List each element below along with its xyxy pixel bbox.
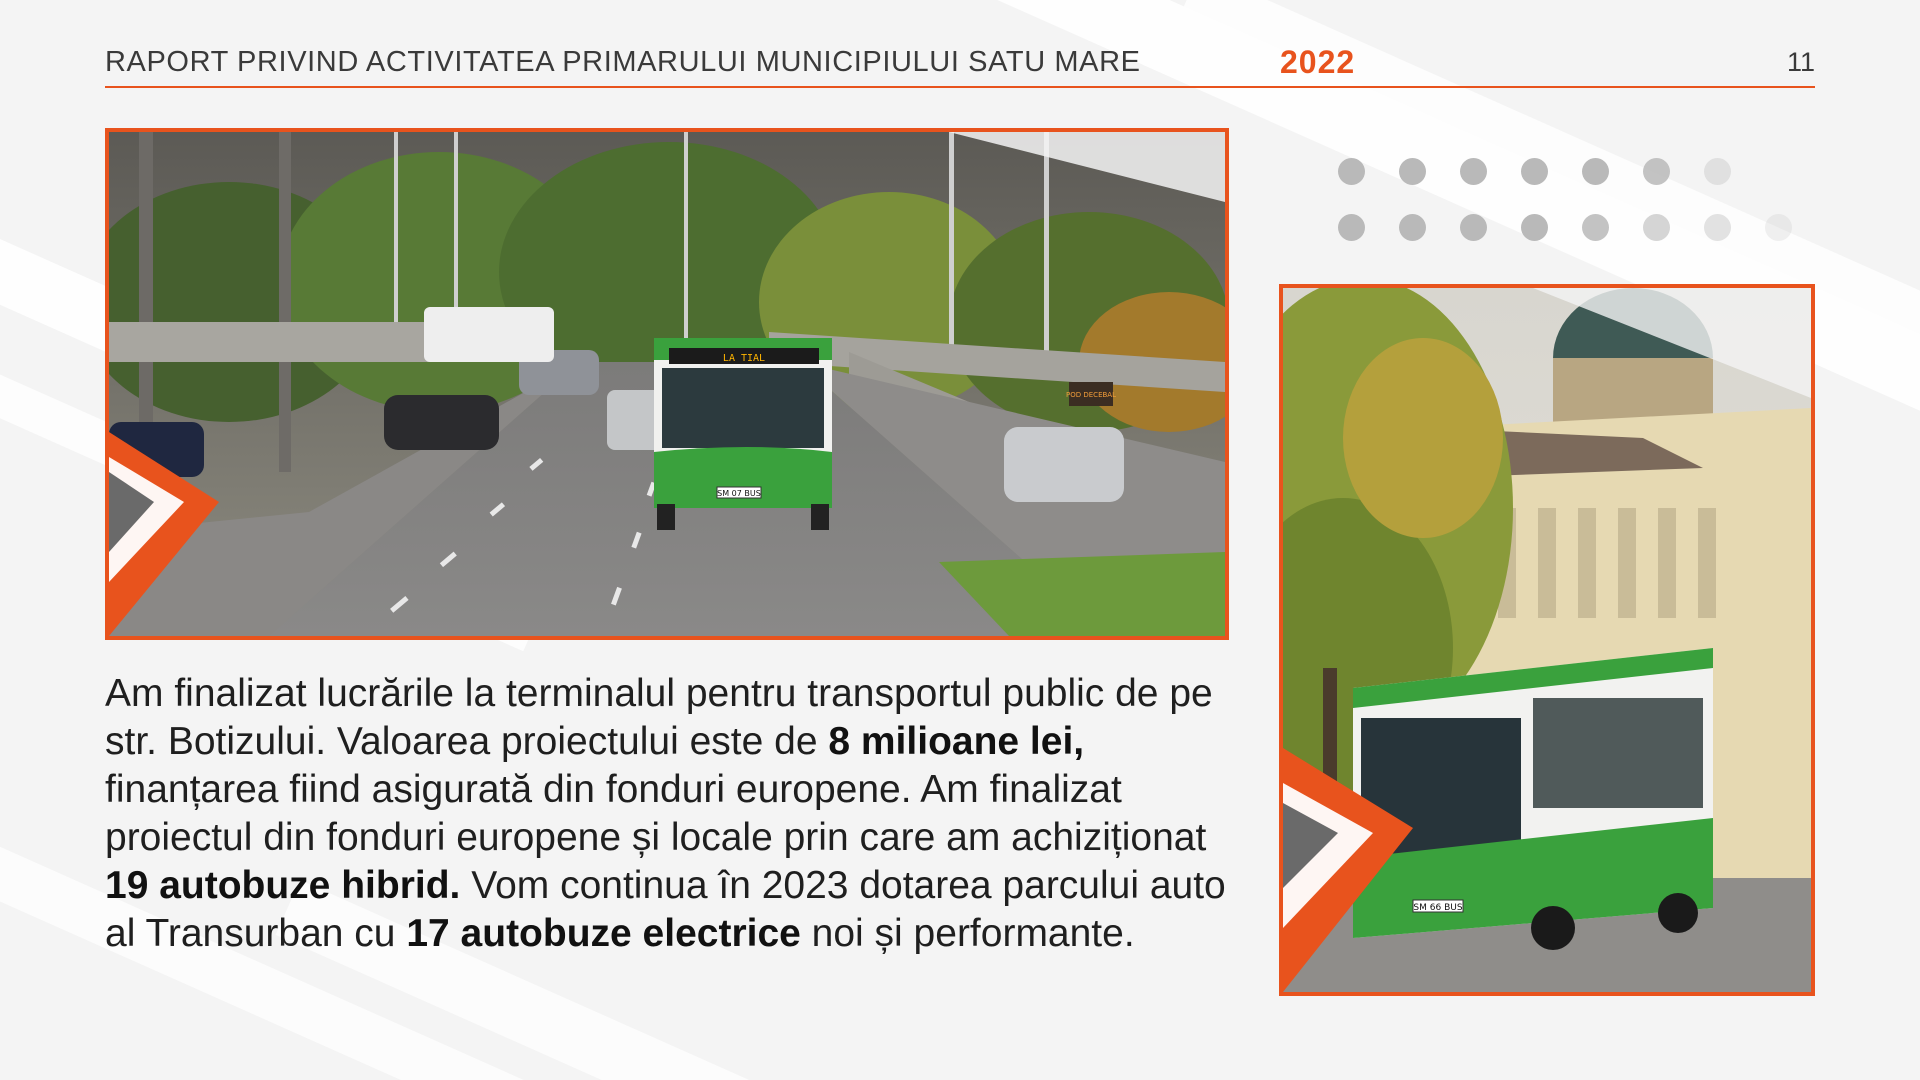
decorative-dot: [1338, 158, 1365, 185]
decorative-dot: [1582, 214, 1609, 241]
decorative-dot: [1399, 214, 1426, 241]
decorative-dot: [1582, 158, 1609, 185]
body-text-4: noi și performante.: [800, 912, 1135, 955]
body-text-1: Am finalizat lucrările la terminalul pentru transportul public de pe str. Botizului. Valoarea proiectului este de: [105, 672, 1213, 763]
body-paragraph: [105, 670, 1255, 958]
bridge-bus-illustration: [109, 132, 1225, 636]
city-green-bus: [1353, 648, 1713, 950]
report-title: RAPORT PRIVIND ACTIVITATEA PRIMARULUI MUNICIPIULUI SATU MARE: [105, 46, 1141, 78]
decorative-dot: [1399, 158, 1426, 185]
highlight-hybrid-buses: 19 autobuze hibrid.: [105, 864, 461, 907]
decorative-dot: [1521, 158, 1548, 185]
city-bus-plate: SM 66 BUS: [1413, 903, 1463, 913]
decorative-dots: [1338, 158, 1798, 248]
decorative-dot: [1338, 214, 1365, 241]
highlight-project-value: 8 milioane lei,: [828, 720, 1085, 763]
decorative-dot: [1521, 214, 1548, 241]
highlight-electric-buses: 17 autobuze electrice: [406, 912, 801, 955]
report-year: 2022: [1280, 44, 1356, 80]
street-sign: POD DECEBAL: [1066, 391, 1116, 399]
city-bus-illustration: [1283, 288, 1811, 992]
decorative-dot: [1643, 214, 1670, 241]
city-bus-photo: [1279, 284, 1815, 996]
decorative-dot: [1704, 214, 1731, 241]
body-text-3: Vom continua în 2023 dotarea parcului auto al Transurban cu: [105, 864, 1226, 955]
decorative-dot: [1765, 214, 1792, 241]
bus-plate: SM 07 BUS: [717, 489, 761, 498]
bridge-bus-photo: [105, 128, 1229, 640]
bus-destination-sign: LA TIAL: [722, 353, 766, 364]
decorative-dot: [1460, 158, 1487, 185]
page-header: [105, 44, 1815, 88]
decorative-dot: [1460, 214, 1487, 241]
decorative-dot: [1704, 158, 1731, 185]
body-text-2: finanțarea fiind asigurată din fonduri europene. Am finalizat proiectul din fonduri europene și locale prin care am achiziționat: [105, 768, 1207, 859]
green-bus: [654, 338, 832, 530]
decorative-dot: [1643, 158, 1670, 185]
page-number: 11: [1786, 47, 1815, 77]
